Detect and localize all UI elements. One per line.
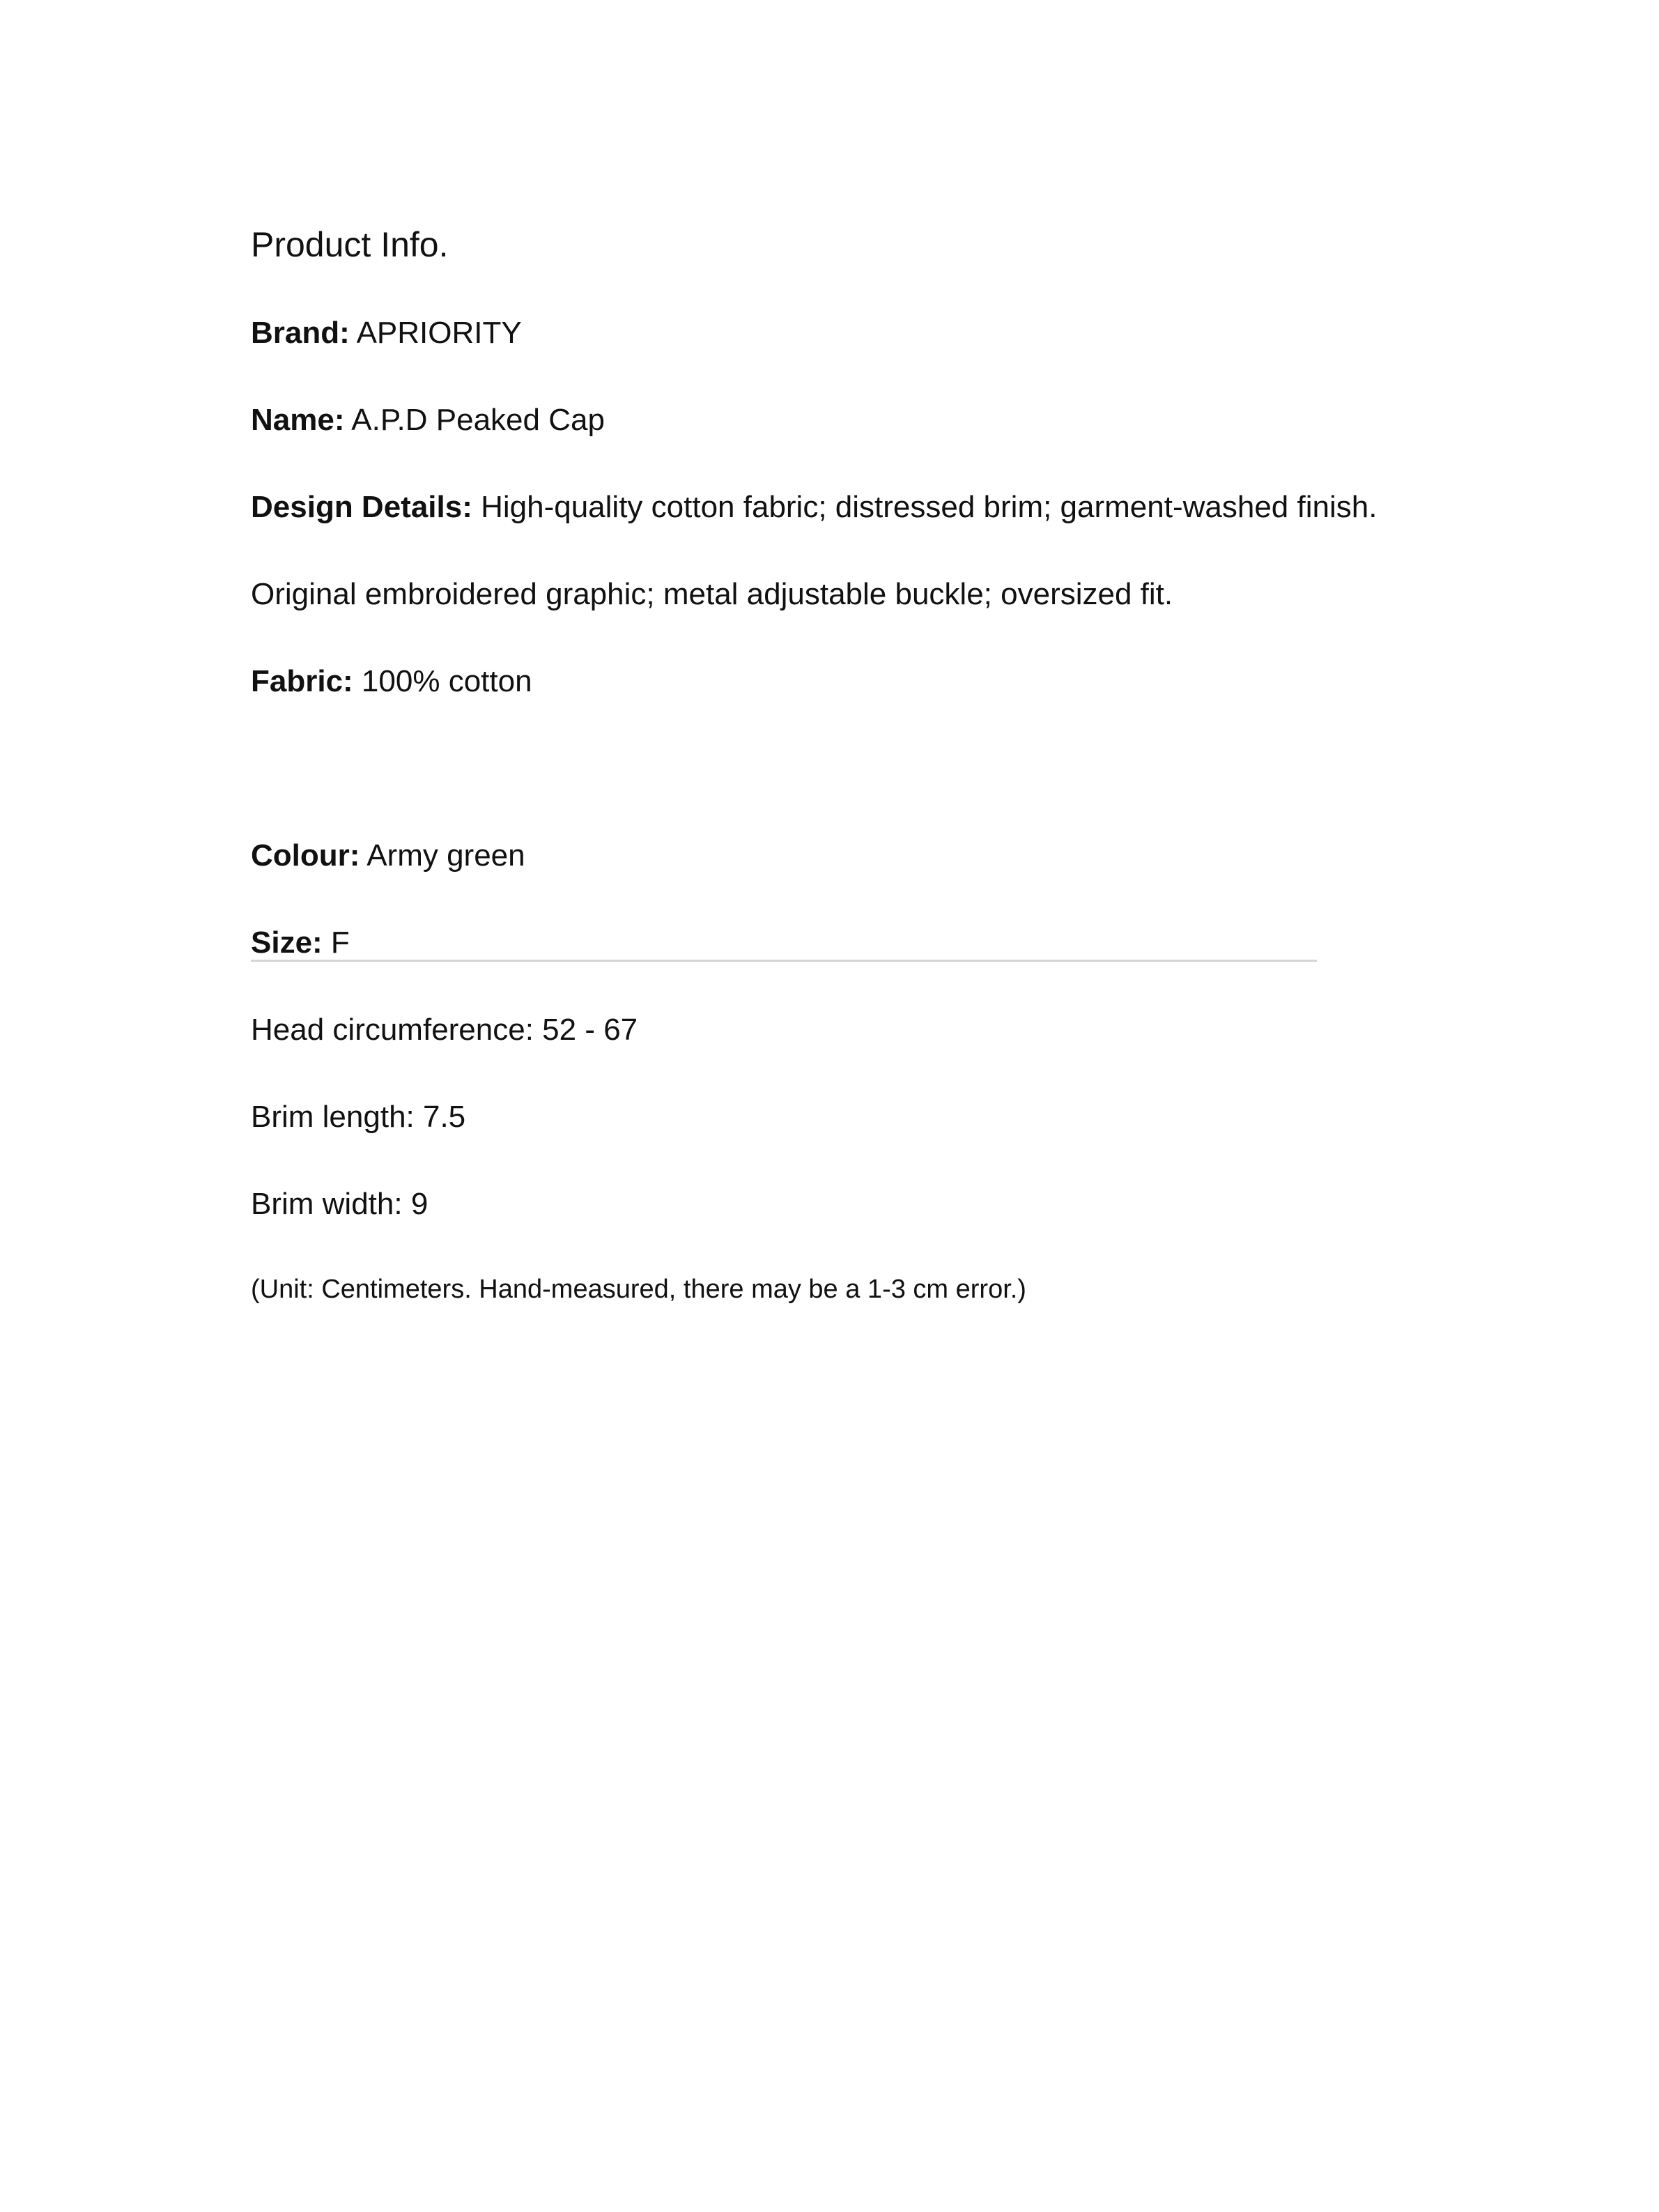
divider [251, 960, 1317, 962]
fabric-row [251, 666, 532, 697]
size-value: F [322, 925, 350, 960]
name-label: Name: [251, 403, 345, 437]
colour-value: Army green [360, 838, 525, 873]
design-details-value: High-quality cotton fabric; distressed brim; garment-washed finish. [472, 490, 1378, 524]
brand-label: Brand: [251, 316, 350, 350]
brand-value: APRIORITY [349, 316, 522, 350]
name-row [251, 405, 605, 436]
fabric-label: Fabric: [251, 664, 353, 698]
page-title: Product Info. [251, 225, 449, 264]
name-value: A.P.D Peaked Cap [344, 403, 605, 437]
measurement-note: (Unit: Centimeters. Hand-measured, there may be a 1-3 cm error.) [251, 1275, 1026, 1304]
colour-label: Colour: [251, 838, 360, 873]
brim-length: Brim length: 7.5 [251, 1100, 466, 1134]
size-row [251, 925, 350, 960]
design-details-label: Design Details: [251, 490, 472, 524]
brand-row [251, 318, 522, 348]
brim-width: Brim width: 9 [251, 1187, 429, 1221]
design-details-row [251, 492, 1377, 523]
colour-row [251, 840, 525, 871]
head-circumference: Head circumference: 52 - 67 [251, 1013, 638, 1047]
size-label: Size: [251, 925, 323, 960]
fabric-value: 100% cotton [353, 664, 532, 698]
product-info-document [251, 0, 1575, 2212]
design-details-continued: Original embroidered graphic; metal adjustable buckle; oversized fit. [251, 577, 1173, 611]
